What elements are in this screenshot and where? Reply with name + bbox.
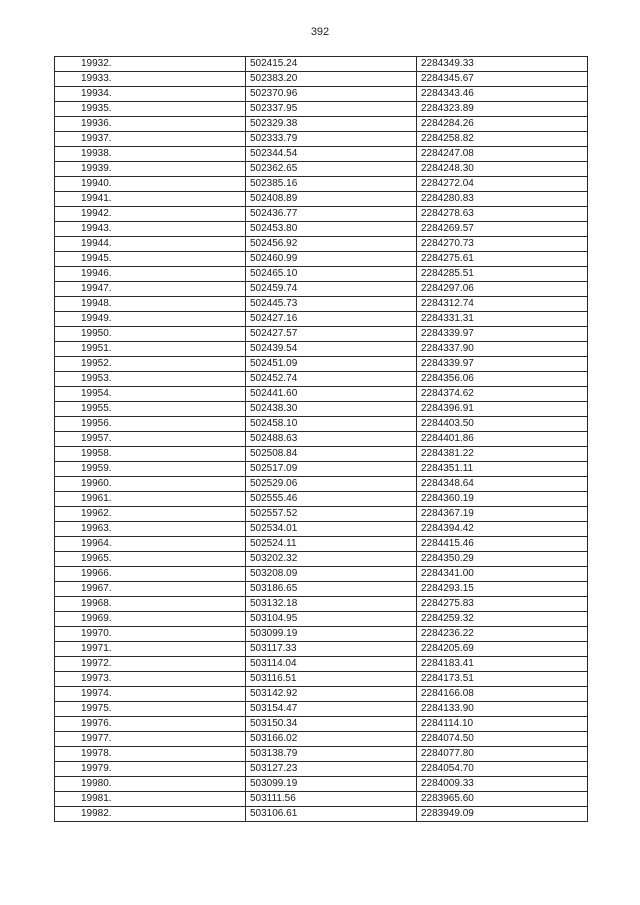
x-coordinate-cell: 503186.65	[246, 582, 417, 597]
x-coordinate-cell: 503111.56	[246, 792, 417, 807]
y-coordinate-cell: 2284280.83	[417, 192, 588, 207]
point-number-cell: 19958.	[55, 447, 246, 462]
table-row	[55, 597, 588, 612]
point-number-cell: 19946.	[55, 267, 246, 282]
table-row	[55, 222, 588, 237]
y-coordinate-cell: 2284009.33	[417, 777, 588, 792]
x-coordinate-cell: 502459.74	[246, 282, 417, 297]
y-coordinate-cell: 2284394.42	[417, 522, 588, 537]
x-coordinate-cell: 502534.01	[246, 522, 417, 537]
point-number-cell: 19977.	[55, 732, 246, 747]
y-coordinate-cell: 2284374.62	[417, 387, 588, 402]
x-coordinate-cell: 502333.79	[246, 132, 417, 147]
point-number-cell: 19949.	[55, 312, 246, 327]
y-coordinate-cell: 2284133.90	[417, 702, 588, 717]
point-number-cell: 19941.	[55, 192, 246, 207]
x-coordinate-cell: 503099.19	[246, 627, 417, 642]
x-coordinate-cell: 502427.16	[246, 312, 417, 327]
y-coordinate-cell: 2284312.74	[417, 297, 588, 312]
point-number-cell: 19978.	[55, 747, 246, 762]
point-number-cell: 19943.	[55, 222, 246, 237]
point-number-cell: 19975.	[55, 702, 246, 717]
table-row	[55, 417, 588, 432]
x-coordinate-cell: 502555.46	[246, 492, 417, 507]
table-row	[55, 792, 588, 807]
table-row	[55, 132, 588, 147]
point-number-cell: 19936.	[55, 117, 246, 132]
table-row	[55, 312, 588, 327]
y-coordinate-cell: 2284284.26	[417, 117, 588, 132]
point-number-cell: 19947.	[55, 282, 246, 297]
point-number-cell: 19981.	[55, 792, 246, 807]
table-row	[55, 552, 588, 567]
y-coordinate-cell: 2284077.80	[417, 747, 588, 762]
page-number: 392	[310, 26, 330, 38]
point-number-cell: 19972.	[55, 657, 246, 672]
point-number-cell: 19971.	[55, 642, 246, 657]
table-row	[55, 717, 588, 732]
y-coordinate-cell: 2284275.83	[417, 597, 588, 612]
y-coordinate-cell: 2284183.41	[417, 657, 588, 672]
point-number-cell: 19934.	[55, 87, 246, 102]
table-row	[55, 507, 588, 522]
point-number-cell: 19933.	[55, 72, 246, 87]
table-row	[55, 777, 588, 792]
y-coordinate-cell: 2284343.46	[417, 87, 588, 102]
y-coordinate-cell: 2284381.22	[417, 447, 588, 462]
x-coordinate-cell: 503117.33	[246, 642, 417, 657]
point-number-cell: 19974.	[55, 687, 246, 702]
table-row	[55, 582, 588, 597]
table-row	[55, 147, 588, 162]
x-coordinate-cell: 503150.34	[246, 717, 417, 732]
point-number-cell: 19951.	[55, 342, 246, 357]
x-coordinate-cell: 502465.10	[246, 267, 417, 282]
x-coordinate-cell: 503166.02	[246, 732, 417, 747]
y-coordinate-cell: 2284356.06	[417, 372, 588, 387]
y-coordinate-cell: 2283949.09	[417, 807, 588, 822]
table-row	[55, 177, 588, 192]
y-coordinate-cell: 2284360.19	[417, 492, 588, 507]
y-coordinate-cell: 2284275.61	[417, 252, 588, 267]
point-number-cell: 19939.	[55, 162, 246, 177]
point-number-cell: 19948.	[55, 297, 246, 312]
point-number-cell: 19970.	[55, 627, 246, 642]
point-number-cell: 19935.	[55, 102, 246, 117]
y-coordinate-cell: 2284272.04	[417, 177, 588, 192]
point-number-cell: 19980.	[55, 777, 246, 792]
y-coordinate-cell: 2284205.69	[417, 642, 588, 657]
table-row	[55, 237, 588, 252]
table-row	[55, 762, 588, 777]
table-row	[55, 537, 588, 552]
table-row	[55, 192, 588, 207]
table-row	[55, 117, 588, 132]
x-coordinate-cell: 503116.51	[246, 672, 417, 687]
x-coordinate-cell: 502517.09	[246, 462, 417, 477]
table-row	[55, 267, 588, 282]
y-coordinate-cell: 2284349.33	[417, 57, 588, 72]
y-coordinate-cell: 2284293.15	[417, 582, 588, 597]
point-number-cell: 19961.	[55, 492, 246, 507]
x-coordinate-cell: 502445.73	[246, 297, 417, 312]
coordinates-table-body	[55, 57, 588, 822]
point-number-cell: 19973.	[55, 672, 246, 687]
point-number-cell: 19965.	[55, 552, 246, 567]
x-coordinate-cell: 502438.30	[246, 402, 417, 417]
table-row	[55, 732, 588, 747]
point-number-cell: 19966.	[55, 567, 246, 582]
point-number-cell: 19942.	[55, 207, 246, 222]
y-coordinate-cell: 2284269.57	[417, 222, 588, 237]
y-coordinate-cell: 2284396.91	[417, 402, 588, 417]
point-number-cell: 19938.	[55, 147, 246, 162]
x-coordinate-cell: 503132.18	[246, 597, 417, 612]
y-coordinate-cell: 2284348.64	[417, 477, 588, 492]
point-number-cell: 19976.	[55, 717, 246, 732]
y-coordinate-cell: 2284259.32	[417, 612, 588, 627]
point-number-cell: 19952.	[55, 357, 246, 372]
table-row	[55, 342, 588, 357]
x-coordinate-cell: 502458.10	[246, 417, 417, 432]
table-row	[55, 627, 588, 642]
x-coordinate-cell: 503202.32	[246, 552, 417, 567]
y-coordinate-cell: 2284173.51	[417, 672, 588, 687]
x-coordinate-cell: 502557.52	[246, 507, 417, 522]
y-coordinate-cell: 2284236.22	[417, 627, 588, 642]
x-coordinate-cell: 503142.92	[246, 687, 417, 702]
table-row	[55, 252, 588, 267]
table-row	[55, 492, 588, 507]
x-coordinate-cell: 502427.57	[246, 327, 417, 342]
table-row	[55, 462, 588, 477]
x-coordinate-cell: 503138.79	[246, 747, 417, 762]
point-number-cell: 19956.	[55, 417, 246, 432]
y-coordinate-cell: 2284351.11	[417, 462, 588, 477]
table-row	[55, 207, 588, 222]
table-row	[55, 522, 588, 537]
point-number-cell: 19968.	[55, 597, 246, 612]
table-row	[55, 162, 588, 177]
y-coordinate-cell: 2284367.19	[417, 507, 588, 522]
x-coordinate-cell: 502329.38	[246, 117, 417, 132]
table-row	[55, 612, 588, 627]
x-coordinate-cell: 502460.99	[246, 252, 417, 267]
table-row	[55, 657, 588, 672]
y-coordinate-cell: 2283965.60	[417, 792, 588, 807]
coordinates-table	[54, 56, 588, 822]
table-row	[55, 102, 588, 117]
y-coordinate-cell: 2284258.82	[417, 132, 588, 147]
x-coordinate-cell: 502452.74	[246, 372, 417, 387]
point-number-cell: 19957.	[55, 432, 246, 447]
y-coordinate-cell: 2284339.97	[417, 357, 588, 372]
y-coordinate-cell: 2284297.06	[417, 282, 588, 297]
y-coordinate-cell: 2284285.51	[417, 267, 588, 282]
x-coordinate-cell: 503154.47	[246, 702, 417, 717]
y-coordinate-cell: 2284247.08	[417, 147, 588, 162]
y-coordinate-cell: 2284350.29	[417, 552, 588, 567]
table-row	[55, 57, 588, 72]
point-number-cell: 19982.	[55, 807, 246, 822]
x-coordinate-cell: 502524.11	[246, 537, 417, 552]
x-coordinate-cell: 502453.80	[246, 222, 417, 237]
x-coordinate-cell: 503208.09	[246, 567, 417, 582]
table-row	[55, 672, 588, 687]
table-row	[55, 72, 588, 87]
y-coordinate-cell: 2284401.86	[417, 432, 588, 447]
point-number-cell: 19959.	[55, 462, 246, 477]
y-coordinate-cell: 2284278.63	[417, 207, 588, 222]
point-number-cell: 19950.	[55, 327, 246, 342]
x-coordinate-cell: 502370.96	[246, 87, 417, 102]
y-coordinate-cell: 2284074.50	[417, 732, 588, 747]
table-row	[55, 567, 588, 582]
x-coordinate-cell: 502529.06	[246, 477, 417, 492]
point-number-cell: 19953.	[55, 372, 246, 387]
table-row	[55, 327, 588, 342]
table-row	[55, 477, 588, 492]
point-number-cell: 19964.	[55, 537, 246, 552]
y-coordinate-cell: 2284341.00	[417, 567, 588, 582]
y-coordinate-cell: 2284270.73	[417, 237, 588, 252]
table-row	[55, 447, 588, 462]
x-coordinate-cell: 503099.19	[246, 777, 417, 792]
point-number-cell: 19937.	[55, 132, 246, 147]
y-coordinate-cell: 2284403.50	[417, 417, 588, 432]
x-coordinate-cell: 503127.23	[246, 762, 417, 777]
point-number-cell: 19963.	[55, 522, 246, 537]
point-number-cell: 19945.	[55, 252, 246, 267]
y-coordinate-cell: 2284345.67	[417, 72, 588, 87]
point-number-cell: 19969.	[55, 612, 246, 627]
x-coordinate-cell: 502362.65	[246, 162, 417, 177]
table-row	[55, 807, 588, 822]
x-coordinate-cell: 502436.77	[246, 207, 417, 222]
y-coordinate-cell: 2284337.90	[417, 342, 588, 357]
table-row	[55, 357, 588, 372]
x-coordinate-cell: 502383.20	[246, 72, 417, 87]
point-number-cell: 19955.	[55, 402, 246, 417]
y-coordinate-cell: 2284415.46	[417, 537, 588, 552]
y-coordinate-cell: 2284054.70	[417, 762, 588, 777]
table-row	[55, 372, 588, 387]
y-coordinate-cell: 2284114.10	[417, 717, 588, 732]
point-number-cell: 19962.	[55, 507, 246, 522]
point-number-cell: 19940.	[55, 177, 246, 192]
x-coordinate-cell: 502385.16	[246, 177, 417, 192]
x-coordinate-cell: 502508.84	[246, 447, 417, 462]
y-coordinate-cell: 2284331.31	[417, 312, 588, 327]
table-row	[55, 747, 588, 762]
y-coordinate-cell: 2284323.89	[417, 102, 588, 117]
x-coordinate-cell: 502344.54	[246, 147, 417, 162]
x-coordinate-cell: 503104.95	[246, 612, 417, 627]
x-coordinate-cell: 502456.92	[246, 237, 417, 252]
x-coordinate-cell: 502408.89	[246, 192, 417, 207]
table-row	[55, 282, 588, 297]
x-coordinate-cell: 503106.61	[246, 807, 417, 822]
point-number-cell: 19944.	[55, 237, 246, 252]
point-number-cell: 19954.	[55, 387, 246, 402]
x-coordinate-cell: 502451.09	[246, 357, 417, 372]
y-coordinate-cell: 2284166.08	[417, 687, 588, 702]
x-coordinate-cell: 502441.60	[246, 387, 417, 402]
point-number-cell: 19960.	[55, 477, 246, 492]
table-row	[55, 642, 588, 657]
y-coordinate-cell: 2284248.30	[417, 162, 588, 177]
table-row	[55, 402, 588, 417]
x-coordinate-cell: 502439.54	[246, 342, 417, 357]
table-row	[55, 387, 588, 402]
table-row	[55, 687, 588, 702]
table-row	[55, 87, 588, 102]
point-number-cell: 19967.	[55, 582, 246, 597]
point-number-cell: 19932.	[55, 57, 246, 72]
table-row	[55, 702, 588, 717]
point-number-cell: 19979.	[55, 762, 246, 777]
y-coordinate-cell: 2284339.97	[417, 327, 588, 342]
table-row	[55, 297, 588, 312]
x-coordinate-cell: 503114.04	[246, 657, 417, 672]
x-coordinate-cell: 502337.95	[246, 102, 417, 117]
x-coordinate-cell: 502488.63	[246, 432, 417, 447]
table-row	[55, 432, 588, 447]
x-coordinate-cell: 502415.24	[246, 57, 417, 72]
